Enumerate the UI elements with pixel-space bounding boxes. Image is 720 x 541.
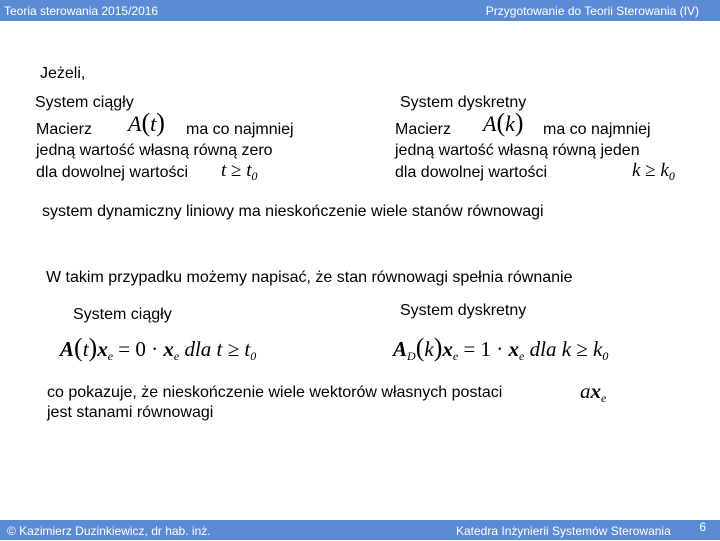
continuous-line1: Macierz [36,121,93,138]
department-name: Katedra Inżynierii Systemów Sterowania [456,524,671,538]
eq-discrete-label: System dyskretny [400,302,527,319]
author-credit: © Kazimierz Duzinkiewicz, dr hab. inż. [7,524,211,538]
discrete-line2: jedną wartość własną równą jeden [395,142,640,159]
eq-continuous: $A(t)x_e = 0 \cdot x_e$ dla $t \ge t_0$ [60,333,257,363]
discrete-condition: $k \ge k_0$ [632,160,675,183]
discrete-matrix: A(k) [483,108,524,137]
continuous-line3: dla dowolnej wartości [36,164,189,181]
eq-continuous-label: System ciągły [73,306,172,323]
page-number: 6 [699,520,706,534]
footer-bar [0,520,720,540]
continuous-line2: jedną wartość własną równą zero [36,142,273,159]
discrete-line1-tail: ma co najmniej [543,121,651,138]
discrete-line1: Macierz [395,121,452,138]
lecture-title: Przygotowanie do Teorii Sterowania (IV) [485,4,699,18]
continuous-condition: $t \ge t_0$ [221,160,258,183]
eq-discrete: $A_D(k)x_e = 1 \cdot x_e$ dla $k \ge k_0$ [393,333,609,363]
discrete-title: System dyskretny [400,94,527,111]
header-bar [0,0,720,21]
discrete-line3: dla dowolnej wartości [395,164,548,181]
final-line2: jest stanami równowagi [47,404,214,421]
course-title: Teoria sterowania 2015/2016 [4,4,159,18]
continuous-matrix: A(t) [128,108,165,137]
continuous-title: System ciągły [35,94,134,111]
final-expression: $ax_e$ [580,379,607,405]
intro-text: Jeżeli, [40,65,86,82]
conclusion-text: system dynamiczny liniowy ma nieskończenie wiele stanów równowagi [42,203,544,220]
continuous-line1-tail: ma co najmniej [186,121,294,138]
equation-intro: W takim przypadku możemy napisać, że stan równowagi spełnia równanie [46,269,573,286]
final-line1: co pokazuje, że nieskończenie wiele wektorów własnych postaci [47,384,503,401]
